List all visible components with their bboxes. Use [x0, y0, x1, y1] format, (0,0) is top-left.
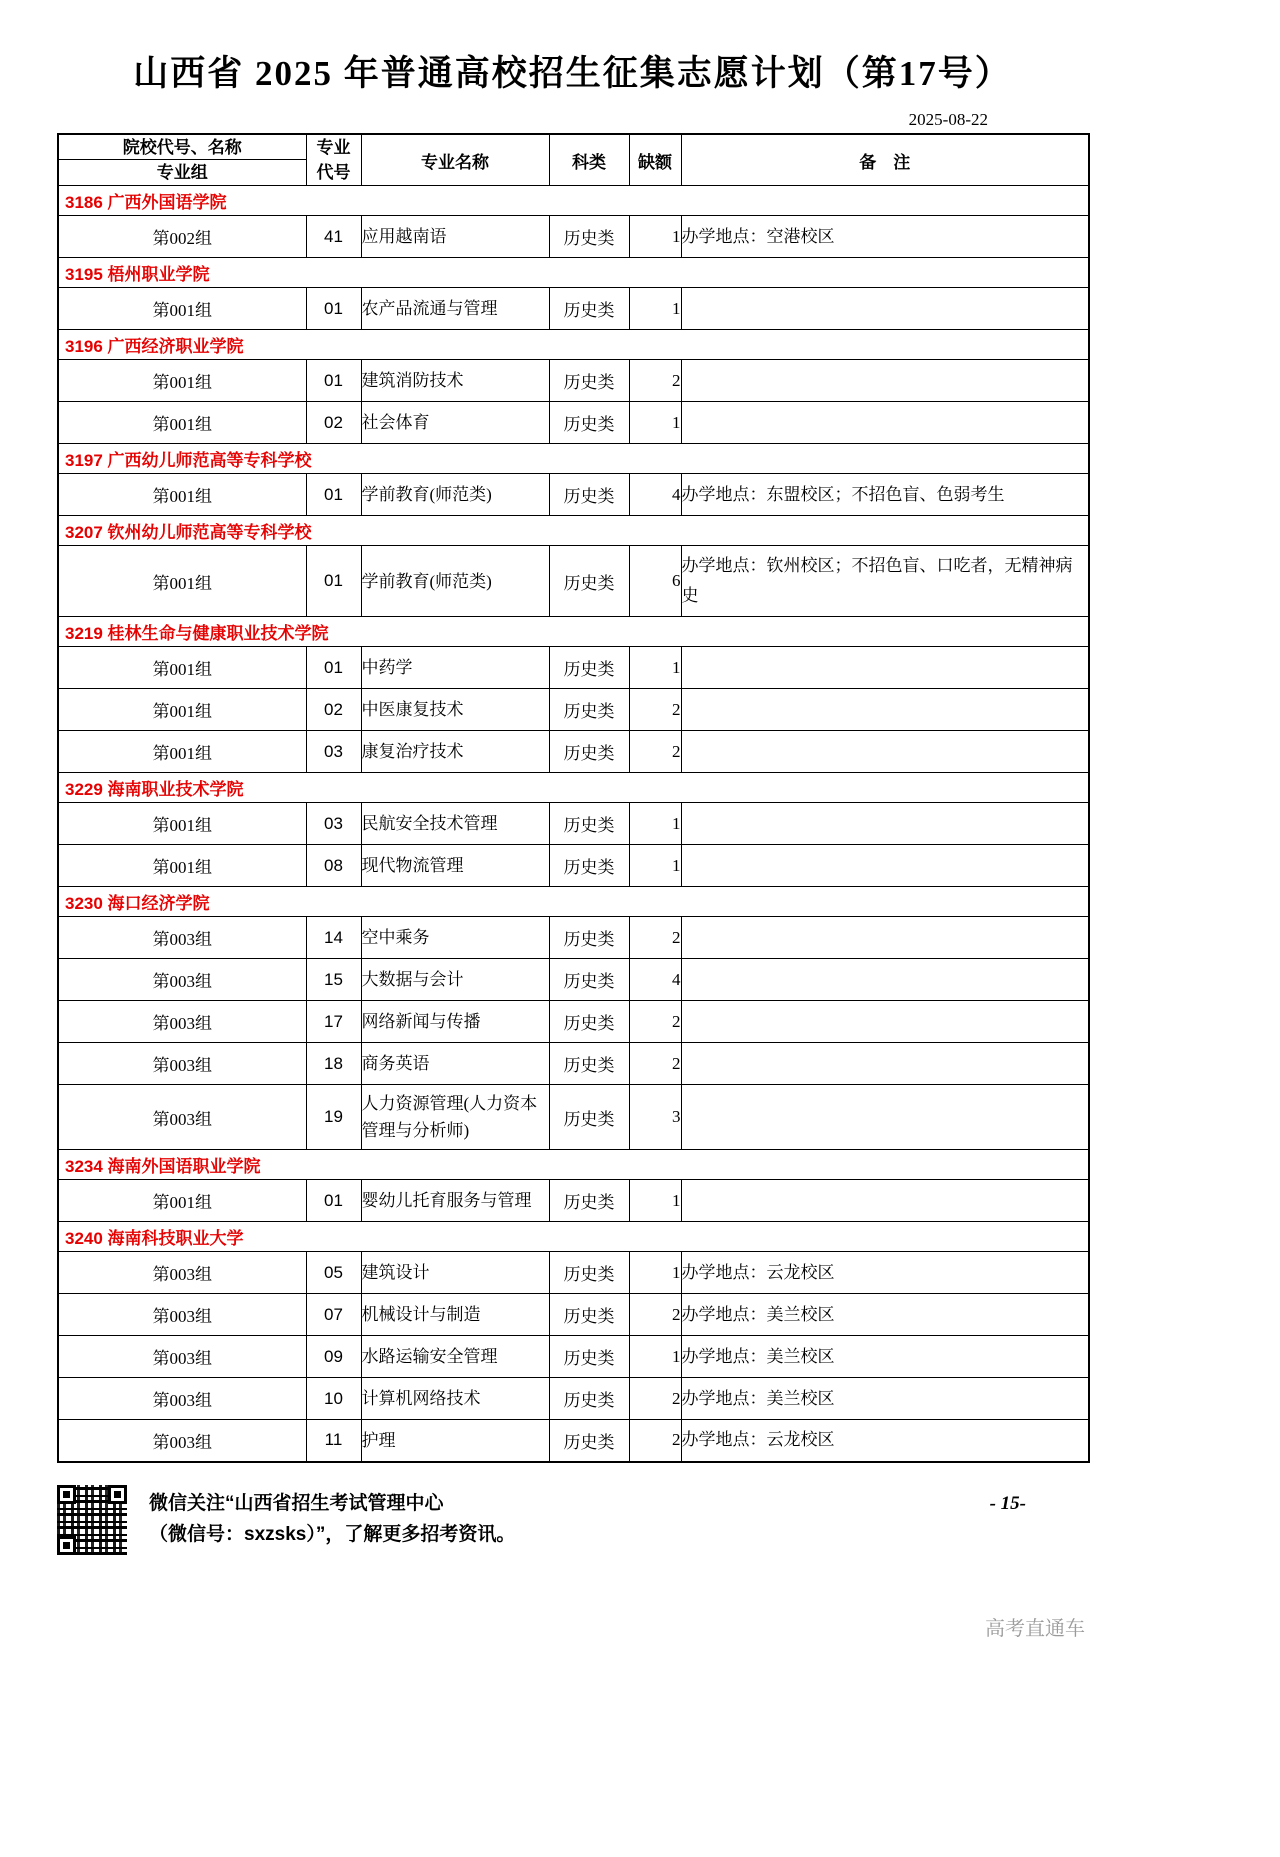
table-row	[58, 288, 1089, 330]
remark-cell: 办学地点：空港校区	[681, 216, 1089, 258]
group-cell: 第001组	[58, 288, 306, 330]
group-cell: 第003组	[58, 1085, 306, 1150]
category-cell: 历史类	[549, 216, 629, 258]
page-number: - 15-	[989, 1492, 1026, 1514]
major-cell: 空中乘务	[361, 917, 549, 959]
table-row	[58, 845, 1089, 887]
qr-code-icon	[57, 1485, 127, 1555]
school-name: 3196 广西经济职业学院	[58, 330, 1089, 360]
code-cell: 01	[306, 647, 361, 689]
header-major-name: 专业名称	[361, 134, 549, 186]
table-row	[58, 731, 1089, 773]
header-major-code-line2: 代号	[316, 163, 351, 182]
school-name: 3234 海南外国语职业学院	[58, 1150, 1089, 1180]
school-row	[58, 444, 1089, 474]
school-row	[58, 516, 1089, 546]
school-row	[58, 1150, 1089, 1180]
school-name: 3229 海南职业技术学院	[58, 773, 1089, 803]
table-row	[58, 803, 1089, 845]
major-cell: 机械设计与制造	[361, 1294, 549, 1336]
vacancy-cell: 1	[629, 647, 681, 689]
remark-cell	[681, 1043, 1089, 1085]
school-name: 3240 海南科技职业大学	[58, 1222, 1089, 1252]
major-cell: 网络新闻与传播	[361, 1001, 549, 1043]
header-major-code-line1: 专业	[316, 138, 351, 157]
major-cell: 水路运输安全管理	[361, 1336, 549, 1378]
vacancy-cell: 2	[629, 917, 681, 959]
table-row	[58, 1085, 1089, 1150]
code-cell: 01	[306, 474, 361, 516]
code-cell: 02	[306, 689, 361, 731]
remark-cell	[681, 1180, 1089, 1222]
header-college-line2: 专业组	[156, 163, 208, 182]
category-cell: 历史类	[549, 647, 629, 689]
table-row	[58, 474, 1089, 516]
qr-finder	[108, 1485, 127, 1504]
footer	[57, 1485, 1088, 1555]
vacancy-cell: 3	[629, 1085, 681, 1150]
category-cell: 历史类	[549, 917, 629, 959]
major-cell: 大数据与会计	[361, 959, 549, 1001]
category-cell: 历史类	[549, 845, 629, 887]
code-cell: 01	[306, 1180, 361, 1222]
remark-cell	[681, 288, 1089, 330]
school-row	[58, 258, 1089, 288]
major-cell: 农产品流通与管理	[361, 288, 549, 330]
category-cell: 历史类	[549, 1336, 629, 1378]
footer-note-line2: （微信号：sxzsks）”，了解更多招考资讯。	[149, 1523, 516, 1545]
code-cell: 05	[306, 1252, 361, 1294]
page-title: 山西省 2025 年普通高校招生征集志愿计划（第17号）	[133, 54, 1012, 93]
publish-date: 2025-08-22	[908, 110, 988, 129]
category-cell: 历史类	[549, 1043, 629, 1085]
table-row	[58, 647, 1089, 689]
code-cell: 41	[306, 216, 361, 258]
remark-cell	[681, 917, 1089, 959]
code-cell: 11	[306, 1420, 361, 1462]
code-cell: 01	[306, 546, 361, 617]
group-cell: 第001组	[58, 845, 306, 887]
group-cell: 第003组	[58, 1294, 306, 1336]
major-cell: 建筑设计	[361, 1252, 549, 1294]
code-cell: 07	[306, 1294, 361, 1336]
vacancy-cell: 4	[629, 474, 681, 516]
vacancy-cell: 1	[629, 845, 681, 887]
group-cell: 第001组	[58, 402, 306, 444]
footer-note-line1: 微信关注“山西省招生考试管理中心	[149, 1492, 444, 1514]
school-name: 3197 广西幼儿师范高等专科学校	[58, 444, 1089, 474]
vacancy-cell: 1	[629, 803, 681, 845]
plan-table	[57, 133, 1090, 1463]
code-cell: 08	[306, 845, 361, 887]
remark-cell	[681, 647, 1089, 689]
school-row	[58, 1222, 1089, 1252]
major-cell: 商务英语	[361, 1043, 549, 1085]
remark-cell: 办学地点：钦州校区；不招色盲、口吃者，无精神病史	[681, 546, 1089, 617]
vacancy-cell: 2	[629, 1420, 681, 1462]
header-row	[58, 134, 1089, 186]
school-row	[58, 887, 1089, 917]
vacancy-cell: 1	[629, 402, 681, 444]
category-cell: 历史类	[549, 1252, 629, 1294]
footer-note	[149, 1485, 515, 1550]
category-cell: 历史类	[549, 1180, 629, 1222]
major-cell: 护理	[361, 1420, 549, 1462]
remark-cell: 办学地点：美兰校区	[681, 1336, 1089, 1378]
major-cell: 计算机网络技术	[361, 1378, 549, 1420]
header-college	[58, 134, 306, 186]
group-cell: 第001组	[58, 360, 306, 402]
vacancy-cell: 6	[629, 546, 681, 617]
group-cell: 第001组	[58, 546, 306, 617]
remark-cell	[681, 1085, 1089, 1150]
vacancy-cell: 2	[629, 731, 681, 773]
vacancy-cell: 1	[629, 216, 681, 258]
major-cell: 建筑消防技术	[361, 360, 549, 402]
major-cell: 应用越南语	[361, 216, 549, 258]
school-name: 3195 梧州职业学院	[58, 258, 1089, 288]
group-cell: 第003组	[58, 1001, 306, 1043]
group-cell: 第001组	[58, 731, 306, 773]
vacancy-cell: 2	[629, 689, 681, 731]
remark-cell	[681, 731, 1089, 773]
remark-cell: 办学地点：美兰校区	[681, 1294, 1089, 1336]
school-row	[58, 617, 1089, 647]
major-cell: 现代物流管理	[361, 845, 549, 887]
table-row	[58, 216, 1089, 258]
major-cell: 学前教育(师范类)	[361, 546, 549, 617]
table-body	[58, 186, 1089, 1462]
category-cell: 历史类	[549, 474, 629, 516]
group-cell: 第001组	[58, 474, 306, 516]
school-row	[58, 773, 1089, 803]
category-cell: 历史类	[549, 1085, 629, 1150]
remark-cell	[681, 360, 1089, 402]
code-cell: 03	[306, 803, 361, 845]
watermark: 高考直通车	[985, 1618, 1085, 1640]
table-row	[58, 1043, 1089, 1085]
table-row	[58, 1001, 1089, 1043]
code-cell: 14	[306, 917, 361, 959]
remark-cell: 办学地点：云龙校区	[681, 1420, 1089, 1462]
school-name: 3230 海口经济学院	[58, 887, 1089, 917]
remark-cell	[681, 959, 1089, 1001]
group-cell: 第003组	[58, 1252, 306, 1294]
code-cell: 17	[306, 1001, 361, 1043]
major-cell: 民航安全技术管理	[361, 803, 549, 845]
code-cell: 02	[306, 402, 361, 444]
header-vacancy: 缺额	[629, 134, 681, 186]
code-cell: 01	[306, 360, 361, 402]
header-major-code	[306, 134, 361, 186]
major-cell: 婴幼儿托育服务与管理	[361, 1180, 549, 1222]
code-cell: 10	[306, 1378, 361, 1420]
table-row	[58, 360, 1089, 402]
qr-finder	[57, 1485, 76, 1504]
qr-finder	[57, 1536, 76, 1555]
header-category: 科类	[549, 134, 629, 186]
group-cell: 第002组	[58, 216, 306, 258]
category-cell: 历史类	[549, 402, 629, 444]
table-row	[58, 1180, 1089, 1222]
table-row	[58, 1294, 1089, 1336]
group-cell: 第003组	[58, 959, 306, 1001]
group-cell: 第003组	[58, 1043, 306, 1085]
table-row	[58, 959, 1089, 1001]
code-cell: 15	[306, 959, 361, 1001]
vacancy-cell: 2	[629, 1378, 681, 1420]
school-row	[58, 186, 1089, 216]
category-cell: 历史类	[549, 689, 629, 731]
remark-cell	[681, 803, 1089, 845]
vacancy-cell: 2	[629, 1043, 681, 1085]
category-cell: 历史类	[549, 731, 629, 773]
remark-cell	[681, 1001, 1089, 1043]
school-name: 3207 钦州幼儿师范高等专科学校	[58, 516, 1089, 546]
remark-cell	[681, 402, 1089, 444]
vacancy-cell: 2	[629, 360, 681, 402]
major-cell: 社会体育	[361, 402, 549, 444]
table-row	[58, 402, 1089, 444]
remark-cell: 办学地点：美兰校区	[681, 1378, 1089, 1420]
vacancy-cell: 2	[629, 1294, 681, 1336]
remark-cell	[681, 689, 1089, 731]
table-row	[58, 1378, 1089, 1420]
major-cell: 中药学	[361, 647, 549, 689]
category-cell: 历史类	[549, 803, 629, 845]
school-name: 3186 广西外国语学院	[58, 186, 1089, 216]
group-cell: 第001组	[58, 803, 306, 845]
group-cell: 第001组	[58, 647, 306, 689]
table-row	[58, 1252, 1089, 1294]
category-cell: 历史类	[549, 1378, 629, 1420]
code-cell: 18	[306, 1043, 361, 1085]
category-cell: 历史类	[549, 1294, 629, 1336]
major-cell: 人力资源管理(人力资本管理与分析师)	[361, 1085, 549, 1150]
table-row	[58, 546, 1089, 617]
group-cell: 第003组	[58, 1378, 306, 1420]
vacancy-cell: 1	[629, 288, 681, 330]
code-cell: 09	[306, 1336, 361, 1378]
category-cell: 历史类	[549, 1420, 629, 1462]
table-row	[58, 1336, 1089, 1378]
category-cell: 历史类	[549, 959, 629, 1001]
group-cell: 第001组	[58, 689, 306, 731]
header-remark: 备 注	[681, 134, 1089, 186]
group-cell: 第003组	[58, 1420, 306, 1462]
code-cell: 03	[306, 731, 361, 773]
group-cell: 第001组	[58, 1180, 306, 1222]
table-row	[58, 917, 1089, 959]
group-cell: 第003组	[58, 917, 306, 959]
vacancy-cell: 1	[629, 1336, 681, 1378]
vacancy-cell: 2	[629, 1001, 681, 1043]
remark-cell: 办学地点：云龙校区	[681, 1252, 1089, 1294]
vacancy-cell: 1	[629, 1252, 681, 1294]
code-cell: 19	[306, 1085, 361, 1150]
code-cell: 01	[306, 288, 361, 330]
header-college-line1: 院校代号、名称	[59, 135, 306, 160]
school-name: 3219 桂林生命与健康职业技术学院	[58, 617, 1089, 647]
category-cell: 历史类	[549, 360, 629, 402]
major-cell: 学前教育(师范类)	[361, 474, 549, 516]
remark-cell	[681, 845, 1089, 887]
table-row	[58, 1420, 1089, 1462]
vacancy-cell: 1	[629, 1180, 681, 1222]
group-cell: 第003组	[58, 1336, 306, 1378]
table-row	[58, 689, 1089, 731]
school-row	[58, 330, 1089, 360]
remark-cell: 办学地点：东盟校区；不招色盲、色弱考生	[681, 474, 1089, 516]
major-cell: 康复治疗技术	[361, 731, 549, 773]
category-cell: 历史类	[549, 288, 629, 330]
vacancy-cell: 4	[629, 959, 681, 1001]
major-cell: 中医康复技术	[361, 689, 549, 731]
category-cell: 历史类	[549, 546, 629, 617]
category-cell: 历史类	[549, 1001, 629, 1043]
